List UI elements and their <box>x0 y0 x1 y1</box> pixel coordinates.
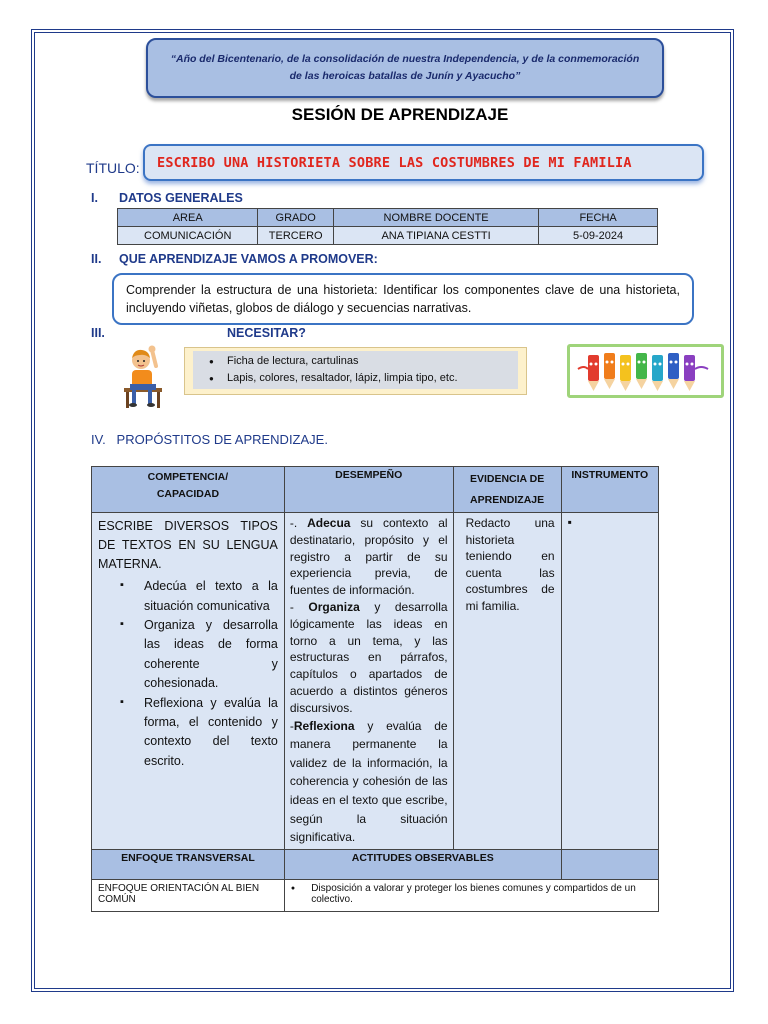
student-raising-hand-icon <box>118 344 170 410</box>
enfoque-header-blank <box>561 849 658 879</box>
actitudes-header: ACTITUDES OBSERVABLES <box>284 849 561 879</box>
desempeno-adecua: -. Adecua su contexto al destinatario, propósito y el registro a partir de su experiencia previa, de fuentes de información. <box>289 516 448 598</box>
datos-header-grado: GRADO <box>258 209 334 227</box>
competencia-header: COMPETENCIA/ CAPACIDAD <box>92 467 285 513</box>
colored-pencils-icon <box>570 347 721 395</box>
datos-value-area: COMUNICACIÓN <box>118 227 258 245</box>
enfoque-header: ENFOQUE TRANSVERSAL <box>92 849 285 879</box>
competencia-cell <box>92 513 285 850</box>
datos-header-docente: NOMBRE DOCENTE <box>333 209 538 227</box>
capacidades-list <box>98 577 278 771</box>
datos-header-fecha: FECHA <box>539 209 658 227</box>
datos-value-docente: ANA TIPIANA CESTTI <box>333 227 538 245</box>
materials-item: ● Lapis, colores, resaltador, lápiz, limpia tipo, etc. <box>209 372 458 384</box>
materials-item: ● Ficha de lectura, cartulinas <box>209 355 359 367</box>
titulo-label: TÍTULO: <box>86 160 140 176</box>
page-title: SESIÓN DE APRENDIZAJE <box>291 105 509 124</box>
instrumento-header: INSTRUMENTO <box>561 467 658 513</box>
section-propositos-heading: IV. PROPÓSTITOS DE APRENDIZAJE. <box>91 432 328 447</box>
desempeno-reflexiona: -Reflexiona y evalúa de manera permanente la validez de la información, la coherencia y cohesión de las ideas en el texto que escribe, según la situación significativa. <box>289 718 448 845</box>
evidencia-cell: Redacto una historieta teniendo en cuenta las costumbres de mi familia. <box>453 513 561 850</box>
datos-header-area: AREA <box>118 209 258 227</box>
capacidad-item: ▪ Reflexiona y evalúa la forma, el contenido y contexto del texto escrito. <box>144 694 278 772</box>
section-promover-heading: II. QUE APRENDIZAJE VAMOS A PROMOVER: <box>91 252 378 266</box>
titulo-box <box>143 144 704 181</box>
desempeno-cell <box>284 513 453 850</box>
banner-text: “Año del Bicentenario, de la consolidación de nuestra Independencia, y de la conmemoración de las heroicas batallas de Junín y Ayacucho” <box>170 53 640 82</box>
pencils-image <box>567 344 724 398</box>
promover-box: Comprender la estructura de una historieta: Identificar los componentes clave de una historieta, incluyendo viñetas, globos de diálogo y secuencias narrativas. <box>112 273 694 325</box>
evidencia-header: EVIDENCIA DE APRENDIZAJE <box>453 467 561 513</box>
header-banner <box>146 38 664 98</box>
datos-value-fecha: 5-09-2024 <box>539 227 658 245</box>
materials-box <box>184 347 527 395</box>
actitud-value: ● Disposición a valorar y proteger los bienes comunes y compartidos de un colectivo. <box>284 879 658 911</box>
desempeno-organiza: - Organiza y desarrolla lógicamente las ideas en torno a un tema, y las estructuras en párrafos, capítulos o apartados de acuerdo a distintos géneros discursivos. <box>289 599 448 715</box>
datos-value-grado: TERCERO <box>258 227 334 245</box>
competencia-title: ESCRIBE DIVERSOS TIPOS DE TEXTOS EN SU LENGUA MATERNA. <box>98 519 278 571</box>
section-necesitar-heading: III. NECESITAR? <box>91 326 306 340</box>
desempeno-header: DESEMPEÑO <box>284 467 453 513</box>
titulo-value: ESCRIBO UNA HISTORIETA SOBRE LAS COSTUMBRES DE MI FAMILIA <box>157 154 632 171</box>
section-datos-heading: I. DATOS GENERALES <box>91 191 243 205</box>
datos-table <box>117 208 658 245</box>
capacidad-item: ▪ Adecúa el texto a la situación comunicativa <box>144 577 278 616</box>
enfoque-value: ENFOQUE ORIENTACIÓN AL BIEN COMÚN <box>92 879 285 911</box>
capacidad-item: ▪ Organiza y desarrolla las ideas de forma coherente y cohesionada. <box>144 616 278 694</box>
propositos-table <box>91 466 659 912</box>
instrumento-cell: ▪ <box>561 513 658 850</box>
